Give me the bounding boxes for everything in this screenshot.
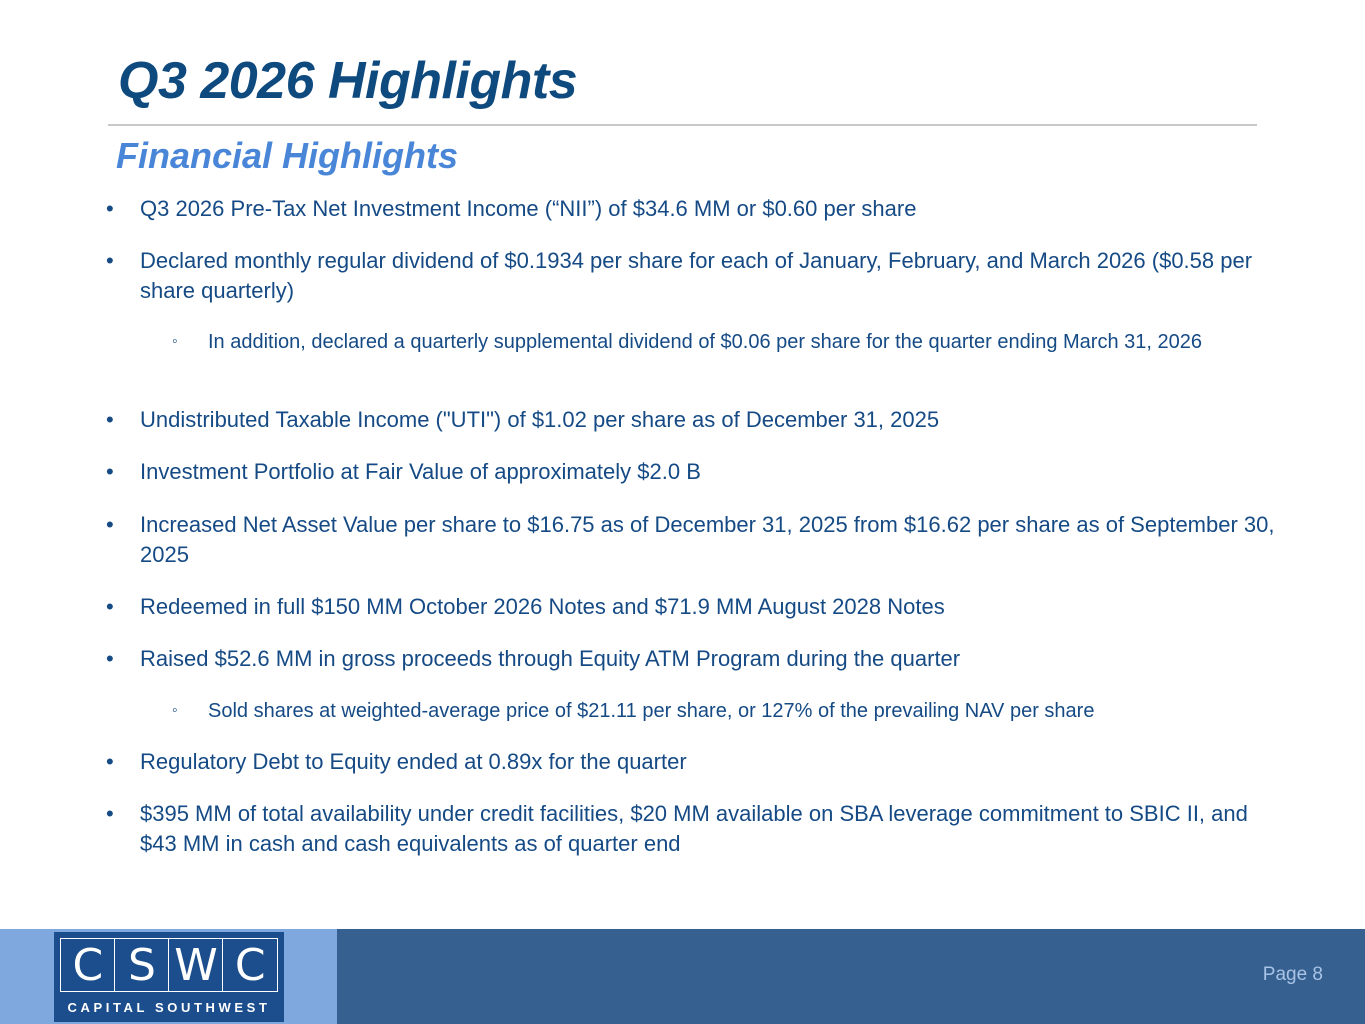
logo-letter: S bbox=[114, 938, 170, 992]
footer-logo-panel bbox=[0, 929, 337, 1024]
bullet-text: $395 MM of total availability under credit facilities, $20 MM available on SBA leverage commitment to SBIC II, and $43 MM in cash and cash equivalents as of quarter end bbox=[140, 801, 1248, 856]
bullet-marker: • bbox=[106, 646, 114, 671]
section-heading: Financial Highlights bbox=[116, 135, 459, 176]
bullet-marker: • bbox=[106, 801, 114, 826]
bullet-text: Increased Net Asset Value per share to $16.75 as of December 31, 2025 from $16.62 per share as of September 30, 2025 bbox=[140, 512, 1275, 567]
bullet-marker: • bbox=[106, 196, 114, 221]
footer-bar bbox=[0, 929, 1365, 1024]
sub-bullet-marker: ◦ bbox=[172, 333, 178, 350]
sub-bullet-text: Sold shares at weighted-average price of $21.11 per share, or 127% of the prevailing NAV per share bbox=[208, 700, 1095, 722]
bullet-text: Investment Portfolio at Fair Value of approximately $2.0 B bbox=[140, 459, 701, 484]
bullet-marker: • bbox=[106, 594, 114, 619]
title-divider bbox=[108, 124, 1257, 126]
bullet-text: Regulatory Debt to Equity ended at 0.89x for the quarter bbox=[140, 749, 687, 774]
bullet-text: Declared monthly regular dividend of $0.1934 per share for each of January, February, and March 2026 ($0.58 per share quarterly) bbox=[140, 248, 1253, 303]
bullet-marker: • bbox=[106, 459, 114, 484]
bullet-marker: • bbox=[106, 749, 114, 774]
logo-tagline: CAPITAL SOUTHWEST bbox=[67, 1000, 271, 1015]
sub-bullet-text: In addition, declared a quarterly supplemental dividend of $0.06 per share for the quarter ending March 31, 2026 bbox=[208, 331, 1202, 353]
sub-bullet-marker: ◦ bbox=[172, 702, 178, 719]
page-number: Page 8 bbox=[1262, 964, 1323, 985]
bullet-text: Q3 2026 Pre-Tax Net Investment Income (“NII”) of $34.6 MM or $0.60 per share bbox=[140, 196, 917, 221]
bullet-text: Raised $52.6 MM in gross proceeds through Equity ATM Program during the quarter bbox=[140, 646, 961, 671]
company-logo bbox=[54, 932, 284, 1022]
slide-title: Q3 2026 Highlights bbox=[118, 52, 578, 110]
bullet-marker: • bbox=[106, 248, 114, 273]
bullet-text: Undistributed Taxable Income ("UTI") of $1.02 per share as of December 31, 2025 bbox=[140, 407, 940, 432]
bullet-text: Redeemed in full $150 MM October 2026 Notes and $71.9 MM August 2028 Notes bbox=[140, 594, 945, 619]
logo-letter: C bbox=[222, 938, 278, 992]
bullet-marker: • bbox=[106, 407, 114, 432]
logo-letter: C bbox=[60, 938, 116, 992]
logo-letter-grid bbox=[60, 938, 278, 992]
logo-letter: W bbox=[168, 938, 224, 992]
bullet-marker: • bbox=[106, 512, 114, 537]
